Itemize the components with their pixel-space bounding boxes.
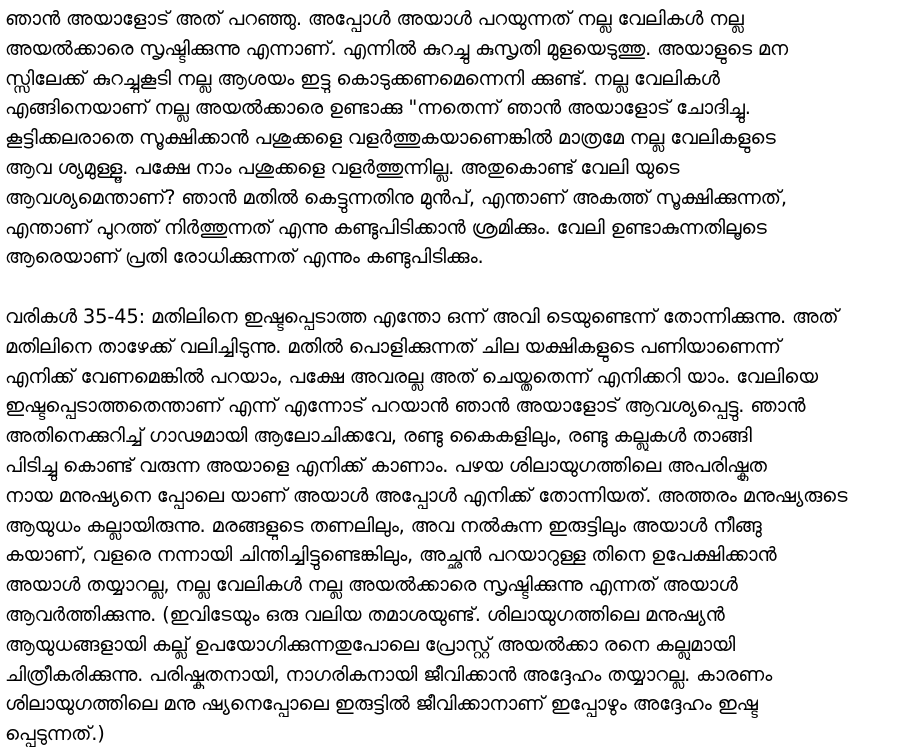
text-line: ആരെയാണ് പ്രതി രോധിക്കുന്നത് എന്നും കണ്ടുപിടിക്കും. xyxy=(5,245,484,269)
text-line: കയാണ്, വളരെ നന്നായി ചിന്തിച്ചിട്ടുണ്ടെങ്കിലും, അച്ഛൻ പറയാറുള്ള തിനെ ഉപേക്ഷിക്കാൻ xyxy=(5,543,777,567)
text-line: അയാൾ തയ്യാറല്ല, നല്ല വേലികൾ നല്ല അയൽക്കാരെ സൃഷ്ടിക്കുന്നു എന്നത് അയാൾ xyxy=(5,573,738,597)
text-line: ഇഷ്ടപ്പെടാത്തതെന്താണ് എന്ന് എന്നോട് പറയാൻ ഞാൻ അയാളോട് ആവശ്യപ്പെട്ടു. ഞാൻ xyxy=(5,394,806,418)
text-line: ശിലായുഗത്തിലെ മനു ഷ്യനെപ്പോലെ ഇരുട്ടിൽ ജീവിക്കാനാണ് ഇപ്പോഴും അദ്ദേഹം ഇഷ്ട xyxy=(5,692,758,716)
text-line: ആവർത്തിക്കുന്നു. (ഇവിടേയും ഒരു വലിയ തമാശയുണ്ട്. ശിലായുഗത്തിലെ മനുഷ്യൻ xyxy=(5,602,725,626)
text-line: അതിനെക്കുറിച്ച് ഗാഢമായി ആലോചിക്കവേ, രണ്ടു കൈകളിലും, രണ്ടു കല്ലുകൾ താങ്ങി xyxy=(5,424,752,448)
text-line: പ്പെടുന്നത്.) xyxy=(5,722,105,746)
paragraph-1 xyxy=(5,4,905,272)
text-line: കൂട്ടിക്കലരാതെ സൂക്ഷിക്കാൻ പശുക്കളെ വളർത്തുകയാണെങ്കിൽ മാത്രമേ നല്ല വേലികളുടെ xyxy=(5,126,776,150)
paragraph-2 xyxy=(5,302,905,749)
text-line: ആവ ശ്യമുള്ളൂ. പക്ഷേ നാം പശുക്കളെ വളർത്തുന്നില്ല. അതുകൊണ്ട് വേലി യുടെ xyxy=(5,155,680,179)
text-line: അയൽക്കാരെ സൃഷ്ടിക്കുന്നു എന്നാണ്. എന്നിൽ കുറച്ചു കുസൃതി മുളയെടുത്തു. അയാളുടെ മന xyxy=(5,36,788,60)
paragraph-spacer xyxy=(5,272,905,302)
text-line: ആയുധം കല്ലായിരുന്നു. മരങ്ങളുടെ തണലിലും, അവ നൽകുന്ന ഇരുട്ടിലും അയാൾ നീങ്ങു xyxy=(5,513,762,537)
text-line: എങ്ങിനെയാണ് നല്ല അയൽക്കാരെ ഉണ്ടാക്കു "ന്നതെന്ന് ഞാൻ അയാളോട് ചോദിച്ചു. xyxy=(5,96,751,120)
text-line: മതിലിനെ താഴേക്ക് വലിച്ചിടുന്നു. മതിൽ പൊളിക്കുന്നത് ചില യക്ഷികളുടെ പണിയാണെന്ന് xyxy=(5,334,781,358)
text-line: ആവശ്യമെന്താണ്? ഞാൻ മതിൽ കെട്ടുന്നതിനു മുൻപ്, എന്താണ് അകത്ത് സൂക്ഷിക്കുന്നത്, xyxy=(5,185,787,209)
text-line: എന്താണ് പുറത്ത് നിർത്തുന്നത് എന്നു കണ്ടുപിടിക്കാൻ ശ്രമിക്കും. വേലി ഉണ്ടാകുന്നതിലൂടെ xyxy=(5,215,767,239)
text-line: നായ മനുഷ്യനെ പ്പോലെ യാണ് അയാൾ അപ്പോൾ എനിക്ക് തോന്നിയത്. അത്തരം മനുഷ്യരുടെ xyxy=(5,483,848,507)
text-line: എനിക്ക് വേണമെങ്കിൽ പറയാം, പക്ഷേ അവരല്ല അത് ചെയ്തതെന്ന് എനിക്കറി യാം. വേലിയെ xyxy=(5,364,818,388)
text-line: ഞാൻ അയാളോട് അത് പറഞ്ഞു. അപ്പോൾ അയാൾ പറയുന്നത് നല്ല വേലികൾ നല്ല xyxy=(5,7,744,30)
text-line: വരികൾ 35-45: മതിലിനെ ഇഷ്ടപ്പെടാത്ത എന്തോ ഒന്ന് അവി ടെയുണ്ടെന്ന് തോന്നിക്കുന്നു. അത് xyxy=(5,304,839,328)
text-line: പിടിച്ചു കൊണ്ട് വരുന്ന അയാളെ എനിക്ക് കാണാം. പഴയ ശിലായുഗത്തിലെ അപരിഷ്കൃത xyxy=(5,453,767,477)
text-line: ചിത്രീകരിക്കുന്നു. പരിഷ്കൃതനായി, നാഗരികനായി ജീവിക്കാൻ അദ്ദേഹം തയ്യാറല്ല. കാരണം xyxy=(5,662,773,686)
text-line: ആയുധങ്ങളായി കല്ല് ഉപയോഗിക്കുന്നതുപോലെ പ്രോസ്റ്റ് അയൽക്കാ രനെ കല്ലുമായി xyxy=(5,632,736,656)
text-line: സ്സിലേക്ക് കുറച്ചുകൂടി നല്ല ആശയം ഇട്ടു കൊടുക്കണമെന്നെനി ക്കുണ്ട്. നല്ല വേലികൾ xyxy=(5,66,720,90)
